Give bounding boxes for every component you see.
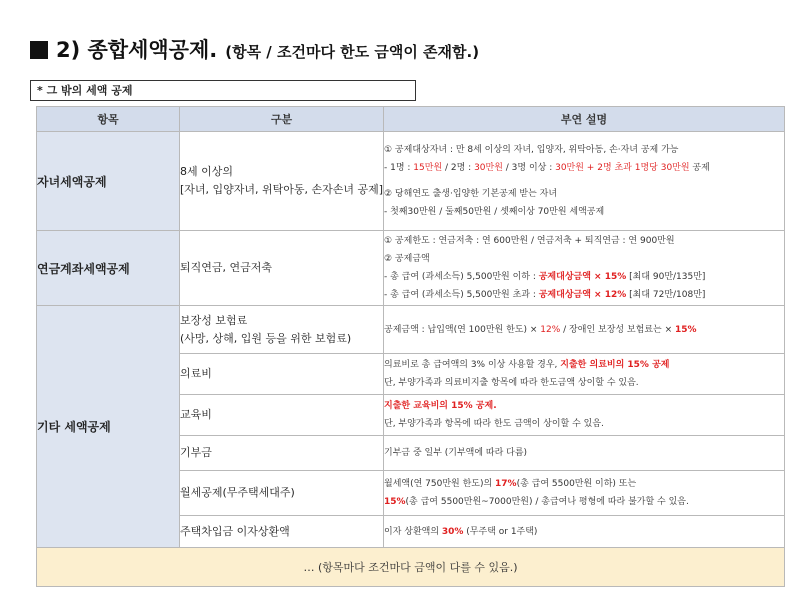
desc-rent: 월세액(연 750만원 한도)의 17%(총 급여 5500만원 이하) 또는 15%(총 급여 5500만원~7000만원) / 총급여나 평형에 따라 불가할 수 있음. [384, 471, 785, 516]
table-footer-row [37, 548, 785, 587]
category-other: 기타 세액공제 [37, 306, 180, 548]
sub-child: 8세 이상의 [자녀, 입양자녀, 위탁아동, 손자손녀 공제] [180, 132, 384, 231]
desc-donation: 기부금 중 일부 (기부액에 따라 다름) [384, 436, 785, 471]
header-item: 항목 [37, 107, 180, 132]
deduction-table [36, 106, 785, 587]
sub-donation: 기부금 [180, 436, 384, 471]
section-label: * 그 밖의 세액 공제 [30, 80, 416, 101]
title-sub: (항목 / 조건마다 한도 금액이 존재함.) [225, 43, 480, 61]
footer-note: … (항목마다 조건마다 금액이 다를 수 있음.) [37, 548, 785, 587]
title-main: 2) 종합세액공제. [56, 38, 218, 62]
desc-insurance: 공제금액 : 납입액(연 100만원 한도) × 12% / 장애인 보장성 보험료는 × 15% [384, 306, 785, 354]
category-child: 자녀세액공제 [37, 132, 180, 231]
sub-medical: 의료비 [180, 354, 384, 395]
table-row [37, 306, 785, 354]
table-row [37, 132, 785, 231]
desc-education: 지출한 교육비의 15% 공제. 단, 부양가족과 항목에 따라 한도 금액이 상이할 수 있음. [384, 395, 785, 436]
sub-pension: 퇴직연금, 연금저축 [180, 231, 384, 306]
page-title [30, 34, 479, 64]
sub-rent: 월세공제(무주택세대주) [180, 471, 384, 516]
desc-pension: ① 공제한도 : 연금저축 : 연 600만원 / 연금저축 + 퇴직연금 : 연 900만원 ② 공제금액 - 총 급여 (과세소득) 5,500만원 이하 : 공제대상금액 × 15% [최대 90만/135만] - 총 급여 (과세소득) 5,500만원 초과 : 공제대상금액 × 12% [최대 72만/108만] [384, 231, 785, 306]
header-type: 구분 [180, 107, 384, 132]
table-row [37, 231, 785, 306]
table-header-row [37, 107, 785, 132]
square-bullet-icon [30, 41, 48, 59]
sub-education: 교육비 [180, 395, 384, 436]
sub-insurance: 보장성 보험료 (사망, 상해, 입원 등을 위한 보험료) [180, 306, 384, 354]
desc-housing: 이자 상환액의 30% (무주택 or 1주택) [384, 516, 785, 548]
category-pension: 연금계좌세액공제 [37, 231, 180, 306]
header-description: 부연 설명 [384, 107, 785, 132]
desc-child: ① 공제대상자녀 : 만 8세 이상의 자녀, 입양자, 위탁아동, 손·자녀 공제 가능 - 1명 : 15만원 / 2명 : 30만원 / 3명 이상 : 30만원 + 2명 초과 1명당 30만원 공제 ② 당해연도 출생·입양한 기본공제 받는 자녀 - 첫째30만원 / 둘째50만원 / 셋째이상 70만원 세액공제 [384, 132, 785, 231]
sub-housing: 주택차입금 이자상환액 [180, 516, 384, 548]
desc-medical: 의료비로 총 급여액의 3% 이상 사용할 경우, 지출한 의료비의 15% 공제 단, 부양가족과 의료비지출 항목에 따라 한도금액 상이할 수 있음. [384, 354, 785, 395]
